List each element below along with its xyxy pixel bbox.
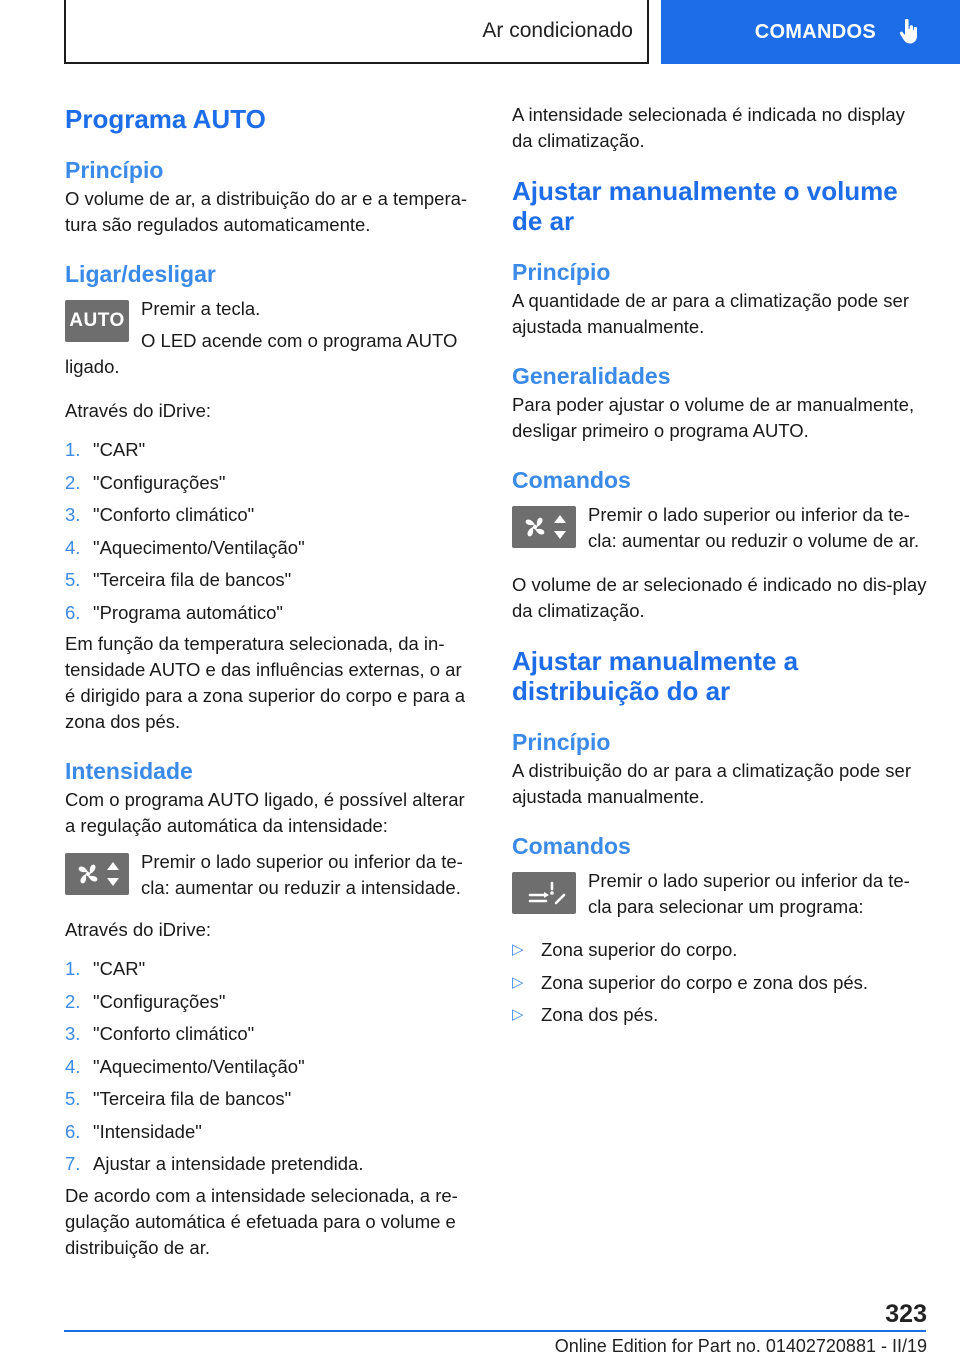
step-item	[65, 499, 477, 532]
auto-key-row	[65, 296, 477, 380]
step-text: "CAR"	[93, 958, 146, 979]
step-number: 7.	[65, 1153, 81, 1174]
intensity-button-text: Premir o lado superior ou inferior da te‐cla: aumentar ou reduzir a intensidade.	[141, 851, 463, 898]
step-number: 3.	[65, 504, 81, 525]
step-item	[65, 1148, 477, 1181]
step-number: 1.	[65, 439, 81, 460]
step-text: "Aquecimento/Ventilação"	[93, 536, 305, 558]
step-number: 6.	[65, 601, 81, 623]
closing-text: De acordo com a intensidade selecionada, a re‐gulação automática é efetuada para o volume e distribuição de ar.	[65, 1184, 458, 1258]
idrive-steps-list-2	[65, 953, 477, 1181]
step-text: "Terceira fila de bancos"	[93, 569, 292, 590]
step-item	[65, 953, 477, 986]
step-number: 4.	[65, 1055, 81, 1077]
distribution-principle-text: A distribuição do ar para a climatização pode ser ajustada manualmente.	[512, 760, 911, 807]
controls-heading-2: Comandos	[512, 833, 631, 859]
volume-title: Ajustar manualmente o volume de ar	[512, 176, 898, 236]
air-distribution-icon	[516, 875, 572, 911]
step-number: 5.	[65, 1088, 81, 1109]
function-text: Em função da temperatura selecionada, da in‐tensidade AUTO e das influências externas, o ar é dirigido para a zona superior do corpo e para a zona dos pés.	[65, 633, 466, 732]
triangle-bullet-icon: ▷	[512, 941, 524, 958]
fan-icon	[516, 509, 572, 545]
program-item	[512, 934, 928, 967]
volume-key-row	[512, 502, 928, 554]
program-item	[512, 999, 928, 1032]
volume-principle-heading: Princípio	[512, 259, 611, 285]
controls-heading-1: Comandos	[512, 467, 631, 493]
general-heading: Generalidades	[512, 363, 671, 389]
led-text: O LED acende com o programa AUTO ligado.	[65, 330, 458, 377]
fan-icon	[69, 856, 125, 892]
distribution-principle-heading: Princípio	[512, 729, 611, 755]
header-chapter-tab	[661, 0, 960, 64]
step-text: "Programa automático"	[93, 601, 283, 623]
auto-program-title: Programa AUTO	[65, 104, 266, 134]
step-number: 2.	[65, 471, 81, 493]
principle-text: O volume de ar, a distribuição do ar e a tempera‐tura são regulados automaticamente.	[65, 188, 468, 235]
idrive-steps-list-1	[65, 434, 477, 629]
intensity-display-text: A intensidade selecionada é indicada no display da climatização.	[512, 104, 905, 151]
step-text: Ajustar a intensidade pretendida.	[93, 1153, 364, 1174]
distribution-title: Ajustar manualmente a distribuição do ar	[512, 646, 799, 706]
triangle-bullet-icon: ▷	[512, 973, 524, 991]
step-item	[65, 532, 477, 565]
left-column	[65, 96, 477, 1261]
via-idrive-text-2: Através do iDrive:	[65, 919, 211, 940]
step-number: 6.	[65, 1120, 81, 1142]
step-number: 3.	[65, 1023, 81, 1044]
volume-display-text: O volume de ar selecionado é indicado no dis‐play da climatização.	[512, 574, 927, 621]
right-column	[512, 96, 928, 1032]
step-item	[65, 1018, 477, 1051]
step-text: "Aquecimento/Ventilação"	[93, 1055, 305, 1077]
fan-up-down-button-icon	[65, 853, 129, 895]
distribution-key-row	[512, 868, 928, 920]
step-item	[65, 1083, 477, 1116]
chapter-title: COMANDOS	[754, 20, 876, 43]
program-text: Zona superior do corpo.	[541, 939, 738, 960]
step-number: 4.	[65, 536, 81, 558]
step-text: "Configurações"	[93, 471, 226, 493]
section-title: Ar condicionado	[482, 19, 633, 42]
onoff-heading: Ligar/desligar	[65, 261, 216, 287]
step-item	[65, 564, 477, 597]
step-text: "Conforto climático"	[93, 1023, 255, 1044]
step-text: "Configurações"	[93, 990, 226, 1012]
fan-up-down-button-icon	[512, 506, 576, 548]
program-text: Zona superior do corpo e zona dos pés.	[541, 971, 869, 993]
step-item	[65, 986, 477, 1019]
step-text: "CAR"	[93, 439, 146, 460]
step-item	[65, 1116, 477, 1149]
triangle-bullet-icon: ▷	[512, 1006, 524, 1023]
header-section-tab	[64, 0, 649, 64]
footer-rule	[64, 1330, 926, 1332]
via-idrive-text-1: Através do iDrive:	[65, 400, 211, 421]
step-number: 5.	[65, 569, 81, 590]
step-item	[65, 1051, 477, 1084]
volume-principle-text: A quantidade de ar para a climatização pode ser ajustada manualmente.	[512, 290, 909, 337]
pointing-hand-icon	[898, 19, 920, 45]
step-item	[65, 467, 477, 500]
press-key-text: Premir a tecla.	[141, 298, 261, 319]
air-distribution-button-icon	[512, 872, 576, 914]
intensity-key-row	[65, 849, 477, 901]
volume-button-text: Premir o lado superior ou inferior da te‐cla: aumentar ou reduzir o volume de ar.	[588, 504, 920, 551]
step-item	[65, 434, 477, 467]
auto-button-label: AUTO	[69, 310, 125, 331]
general-text: Para poder ajustar o volume de ar manualmente, desligar primeiro o programa AUTO.	[512, 394, 915, 441]
auto-button-icon	[65, 300, 129, 342]
step-number: 2.	[65, 990, 81, 1012]
principle-heading: Princípio	[65, 157, 164, 183]
step-item	[65, 597, 477, 630]
program-text: Zona dos pés.	[541, 1004, 659, 1025]
edition-text: Online Edition for Part no. 01402720881 - II/19	[554, 1336, 927, 1356]
step-text: "Conforto climático"	[93, 504, 255, 525]
page-number: 323	[885, 1300, 927, 1328]
step-number: 1.	[65, 958, 81, 979]
distribution-button-text: Premir o lado superior ou inferior da te‐cla para selecionar um programa:	[588, 870, 910, 917]
intensity-text: Com o programa AUTO ligado, é possível alterar a regulação automática da intensidade:	[65, 789, 465, 836]
program-list	[512, 934, 928, 1032]
intensity-heading: Intensidade	[65, 758, 193, 784]
step-text: "Intensidade"	[93, 1120, 202, 1142]
step-text: "Terceira fila de bancos"	[93, 1088, 292, 1109]
program-item	[512, 967, 928, 1000]
